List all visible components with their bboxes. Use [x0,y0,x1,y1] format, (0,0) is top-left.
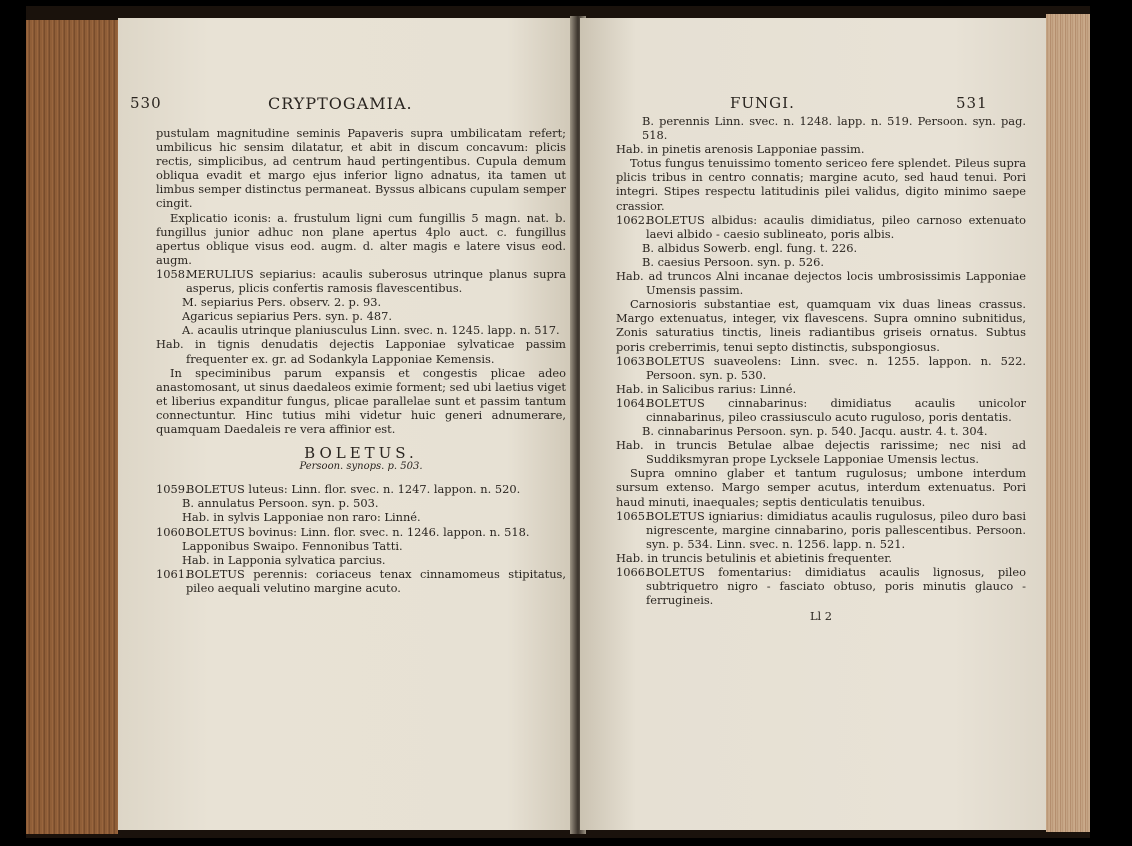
entry-number: 1064. [616,395,649,410]
paragraph: Supra omnino glaber et tantum rugulosus; umbone interdum sursum extenso. Margo semper acutus, interdum extenuatus. Pori haud minuti, inaequales; septis denticulatis tenuibus. [616,466,1026,509]
habitat-line: Hab. in tignis denudatis dejectis Lapponiae sylvaticae passim frequenter ex. gr. ad Sodankyla Lapponiae Kemensis. [156,337,566,366]
entry-text: BOLETUS igniarius: dimidiatus acaulis rugulosus, pileo duro basi nigrescente, margine cinnabarino, poris pallescentibus. Persoon. syn. p. 534. Linn. svec. n. 1256. lapp. n. 521. [646,508,1026,551]
synonym-line: Hab. in Lapponia sylvatica parcius. [182,552,386,567]
entry-text: BOLETUS bovinus: Linn. flor. svec. n. 1246. lappon. n. 518. [186,524,530,539]
entry-text: BOLETUS perennis: coriaceus tenax cinnamomeus stipitatus, pileo aequali velutino margine acuto. [186,566,566,595]
book-fore-edge-right [1046,14,1090,832]
left-page-text [156,126,566,595]
habitat-line: Hab. in truncis betulinis et abietinis frequenter. [616,550,893,565]
synonym-line: M. sepiarius Pers. observ. 2. p. 93. [182,295,382,310]
left-page-number: 530 [130,94,162,112]
species-entry [156,567,566,595]
species-entry [156,525,566,539]
left-page [118,18,576,830]
habitat-line: Hab. ad truncos Alni incanae dejectos locis umbrosissimis Lapponiae Umensis passim. [616,269,1026,298]
synonym-line: B. annulatus Persoon. syn. p. 503. [182,496,379,511]
left-running-head: CRYPTOGAMIA. [268,94,413,113]
entry-text: BOLETUS suaveolens: Linn. svec. n. 1255. lappon. n. 522. Persoon. syn. p. 530. [646,353,1026,382]
entry-number: 1058. [156,266,189,281]
habitat-line: Hab. in pinetis arenosis Lapponiae passim. [616,142,865,157]
entry-number: 1063. [616,353,649,368]
synonym-line: B. albidus Sowerb. engl. fung. t. 226. [642,240,858,255]
entry-text: BOLETUS fomentarius: dimidiatus acaulis lignosus, pileo subtriquetro nigro - fasciato obtuso, poris minutis glauco - ferrugineis. [646,565,1026,608]
paragraph: pustulam magnitudine seminis Papaveris supra umbilicatam refert; umbilicus hic sensim dilatatur, et abit in discum concavum: plicis rectis, simplicibus, ad centrum haud pertingentibus. Cupula demum obliqua evadit et margo ejus inferior ligno adnatus, ita tamen ut limbus semper distinctus permaneat. Byssus albicans cupulam semper cingit. [156,126,566,211]
right-page-number: 531 [956,94,988,112]
entry-number: 1065. [616,508,649,523]
signature-mark: Ll 2 [809,609,833,624]
entry-text: MERULIUS sepiarius: acaulis suberosus utrinque planus supra asperus, plicis confertis ramosis flavescentibus. [186,266,566,296]
habitat-line: Hab. in Salicibus rarius: Linné. [616,381,797,396]
paragraph: Explicatio iconis: a. frustulum ligni cum fungillis 5 magn. nat. b. fungillus junior adhuc non plane apertus 4plo auct. c. fungillus apertus oblique visus eod. augm. d. alter magis e latere visus eod. augm. [156,210,566,267]
entry-number: 1062. [616,212,649,227]
genus-reference: Persoon. synops. p. 503. [299,461,423,473]
book-fore-edge-left [26,20,118,834]
habitat-line: Hab. in truncis Betulae albae dejectis rarissime; nec nisi ad Suddiksmyran prope Lycksele Lapponiae Umensis lectus. [616,438,1026,467]
entry-number: 1066. [616,565,649,579]
synonym-line: B. caesius Persoon. syn. p. 526. [642,254,825,269]
species-entry [616,213,1026,241]
entry-text: BOLETUS luteus: Linn. flor. svec. n. 1247. lappon. n. 520. [186,482,521,497]
genus-heading: BOLETUS. [304,444,418,463]
synonym-line: B. cinnabarinus Persoon. syn. p. 540. Jacqu. austr. 4. t. 304. [642,424,988,439]
synonym-line: B. perennis Linn. svec. n. 1248. lapp. n. 519. Persoon. syn. pag. 518. [642,114,1026,143]
synonym-line: Agaricus sepiarius Pers. syn. p. 487. [182,309,392,324]
species-entry [616,509,1026,551]
species-entry [156,267,566,295]
species-entry [616,396,1026,424]
entry-text: BOLETUS albidus: acaulis dimidiatus, pileo carnoso extenuato laevi albido - caesio sublineato, poris albis. [646,212,1026,241]
species-entry [616,354,1026,382]
paragraph: Totus fungus tenuissimo tomento sericeo fere splendet. Pileus supra plicis tribus in centro connatis; margine acuto, sed haud tenui. Pori integri. Stipes respectu latitudinis pilei validus, digito minimo saepe crassior. [616,156,1026,213]
species-entry [156,482,566,496]
paragraph: Carnosioris substantiae est, quamquam vix duas lineas crassus. Margo extenuatus, integer, vix flavescens. Supra omnino subnitidus, Zonis saturatius tinctis, lineis radiantibus griseis ornatus. Subtus poris creberrimis, tenui septo distinctis, subspongiosus. [616,297,1026,354]
entry-number: 1061. [156,566,189,581]
paragraph: In speciminibus parum expansis et congestis plicae adeo anastomosant, ut sinus daedaleos eximie forment; sed ubi laetius viget et liberius expanditur fungus, plicae parallelae sunt et passim tantum connectuntur. Hinc tutius mihi videtur huic generi adnumerare, quamquam Daedaleis re vera affinior est. [156,365,566,436]
synonym-line: Hab. in sylvis Lapponiae non raro: Linné. [182,510,421,525]
entry-number: 1060. [156,524,189,539]
synonym-line: Lapponibus Swaipo. Fennonibus Tatti. [182,538,403,553]
right-running-head: FUNGI. [730,94,795,112]
entry-text: BOLETUS cinnabarinus: dimidiatus acaulis unicolor cinnabarinus, pileo crassiusculo acuto ruguloso, poris dentatis. [646,395,1026,424]
right-page [580,18,1046,830]
right-page-text [616,114,1026,623]
species-entry [616,565,1026,607]
open-book [26,6,1090,838]
synonym-line: A. acaulis utrinque planiusculus Linn. svec. n. 1245. lapp. n. 517. [182,323,560,338]
entry-number: 1059. [156,482,189,497]
